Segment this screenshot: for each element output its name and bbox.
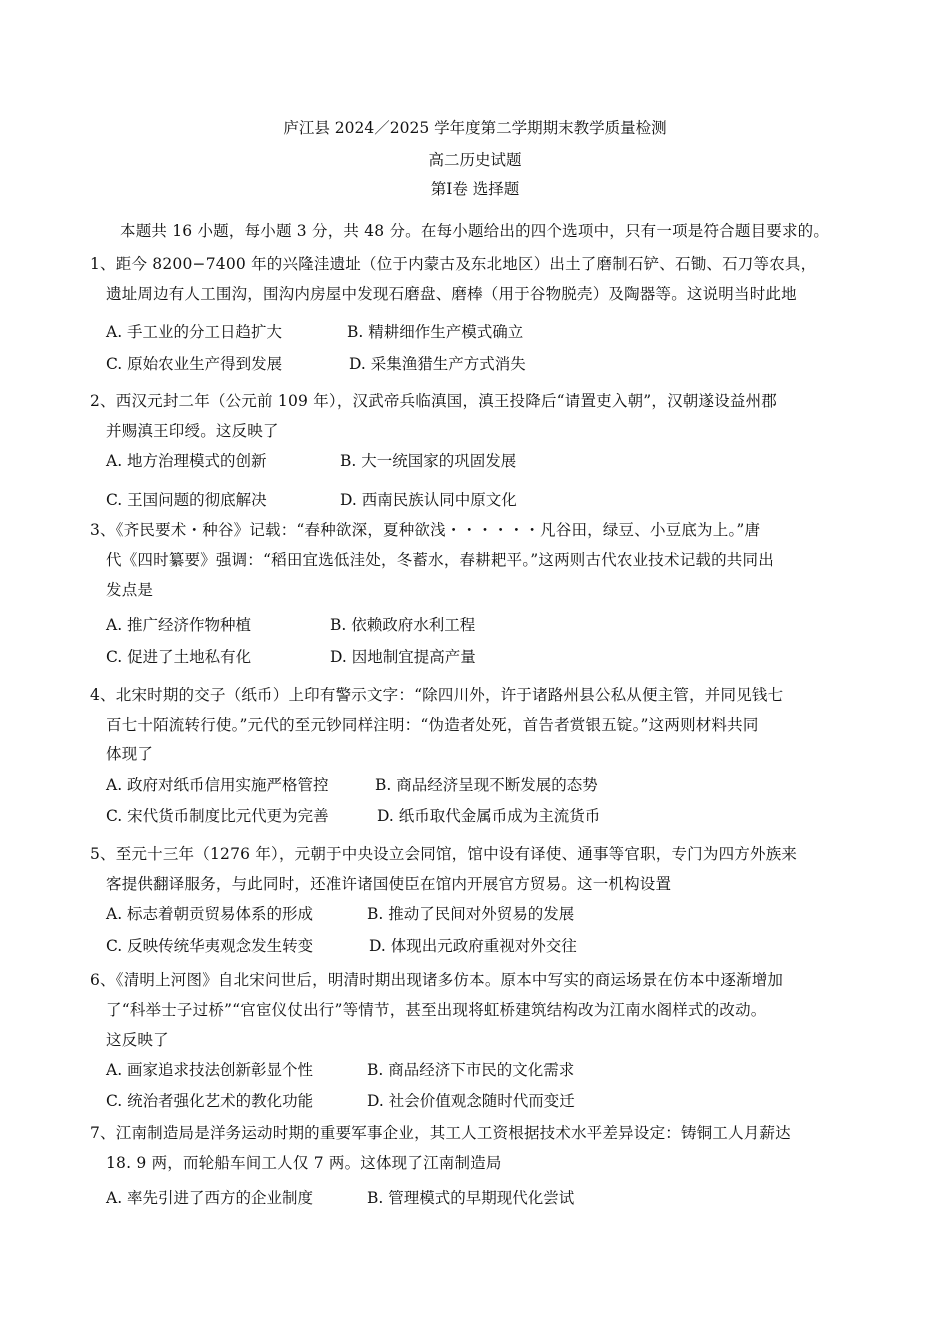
option-c[interactable]: C. 统治者强化艺术的教化功能: [106, 1092, 314, 1110]
question-text-line: 客提供翻译服务，与此同时，还准许诸国使臣在馆内开展官方贸易。这一机构设置: [106, 875, 672, 893]
option-d[interactable]: D. 西南民族认同中原文化: [340, 491, 517, 509]
option-b[interactable]: B. 商品经济呈现不断发展的态势: [375, 776, 598, 794]
question-text-line: 代《四时纂要》强调：“稻田宜选低洼处，冬蓄水，春耕耙平。”这两则古代农业技术记载的共同出: [106, 551, 774, 569]
option-a[interactable]: A. 地方治理模式的创新: [106, 452, 267, 470]
option-a[interactable]: A. 手工业的分工日趋扩大: [106, 323, 283, 341]
option-c[interactable]: C. 促进了土地私有化: [106, 648, 252, 666]
exam-subtitle: 高二历史试题: [428, 151, 522, 169]
option-a[interactable]: A. 画家追求技法创新彰显个性: [106, 1061, 314, 1079]
question-text-line: 6、《清明上河图》自北宋问世后，明清时期出现诸多仿本。原本中写实的商运场景在仿本中逐渐增加: [90, 971, 784, 989]
option-d[interactable]: D. 纸币取代金属币成为主流货币: [377, 807, 601, 825]
option-d[interactable]: D. 体现出元政府重视对外交往: [369, 937, 577, 955]
option-b[interactable]: B. 管理模式的早期现代化尝试: [367, 1189, 575, 1207]
question-text-line: 2、西汉元封二年（公元前 109 年），汉武帝兵临滇国，滇王投降后“请置吏入朝”，汉朝遂设益州郡: [90, 392, 778, 410]
option-a[interactable]: A. 政府对纸币信用实施严格管控: [106, 776, 329, 794]
question-text-line: 3、《齐民要术・种谷》记载：“春种欲深，夏种欲浅・・・・・・凡谷田，绿豆、小豆底为上。”唐: [90, 521, 761, 539]
option-a[interactable]: A. 率先引进了西方的企业制度: [106, 1189, 314, 1207]
question-text-line: 遗址周边有人工围沟，围沟内房屋中发现石磨盘、磨棒（用于谷物脱壳）及陶器等。这说明当时此地: [106, 285, 797, 303]
option-c[interactable]: C. 王国问题的彻底解决: [106, 491, 267, 509]
option-c[interactable]: C. 反映传统华夷观念发生转变: [106, 937, 314, 955]
question-text-line: 这反映了: [106, 1031, 169, 1049]
option-b[interactable]: B. 大一统国家的巩固发展: [340, 452, 517, 470]
option-c[interactable]: C. 原始农业生产得到发展: [106, 355, 283, 373]
option-b[interactable]: B. 依赖政府水利工程: [330, 616, 476, 634]
option-c[interactable]: C. 宋代货币制度比元代更为完善: [106, 807, 329, 825]
section-title: 第Ⅰ卷 选择题: [430, 180, 520, 198]
instructions: 本题共 16 小题，每小题 3 分，共 48 分。在每小题给出的四个选项中，只有一项是符合题目要求的。: [120, 222, 830, 240]
option-a[interactable]: A. 推广经济作物种植: [106, 616, 252, 634]
option-b[interactable]: B. 商品经济下市民的文化需求: [367, 1061, 575, 1079]
question-text-line: 百七十陌流转行使。”元代的至元钞同样注明：“伪造者处死，首告者赏银五锭。”这两则材料共同: [106, 716, 759, 734]
option-d[interactable]: D. 采集渔猎生产方式消失: [349, 355, 526, 373]
option-b[interactable]: B. 精耕细作生产模式确立: [347, 323, 524, 341]
option-a[interactable]: A. 标志着朝贡贸易体系的形成: [106, 905, 314, 923]
question-text-line: 并赐滇王印绶。这反映了: [106, 422, 279, 440]
question-text-line: 5、至元十三年（1276 年），元朝于中央设立会同馆，馆中设有译使、通事等官职，专门为四方外族来: [90, 845, 798, 863]
question-text-line: 7、江南制造局是洋务运动时期的重要军事企业，其工人工资根据技术水平差异设定：铸铜工人月薪达: [90, 1124, 791, 1142]
option-d[interactable]: D. 因地制宜提高产量: [330, 648, 476, 666]
question-text-line: 18. 9 两，而轮船车间工人仅 7 两。这体现了江南制造局: [106, 1154, 502, 1172]
question-text-line: 1、距今 8200−7400 年的兴隆洼遗址（位于内蒙古及东北地区）出土了磨制石铲、石锄、石刀等农具，: [90, 255, 817, 273]
exam-title: 庐江县 2024／2025 学年度第二学期期末教学质量检测: [283, 119, 667, 137]
question-text-line: 了“科举士子过桥”“官宦仪仗出行”等情节，甚至出现将虹桥建筑结构改为江南水阁样式的改动。: [106, 1001, 767, 1019]
question-text-line: 体现了: [106, 745, 154, 763]
option-d[interactable]: D. 社会价值观念随时代而变迁: [367, 1092, 575, 1110]
question-text-line: 4、北宋时期的交子（纸币）上印有警示文字：“除四川外，许于诸路州县公私从便主管，并同见钱七: [90, 686, 784, 704]
option-b[interactable]: B. 推动了民间对外贸易的发展: [367, 905, 575, 923]
question-text-line: 发点是: [106, 581, 154, 599]
